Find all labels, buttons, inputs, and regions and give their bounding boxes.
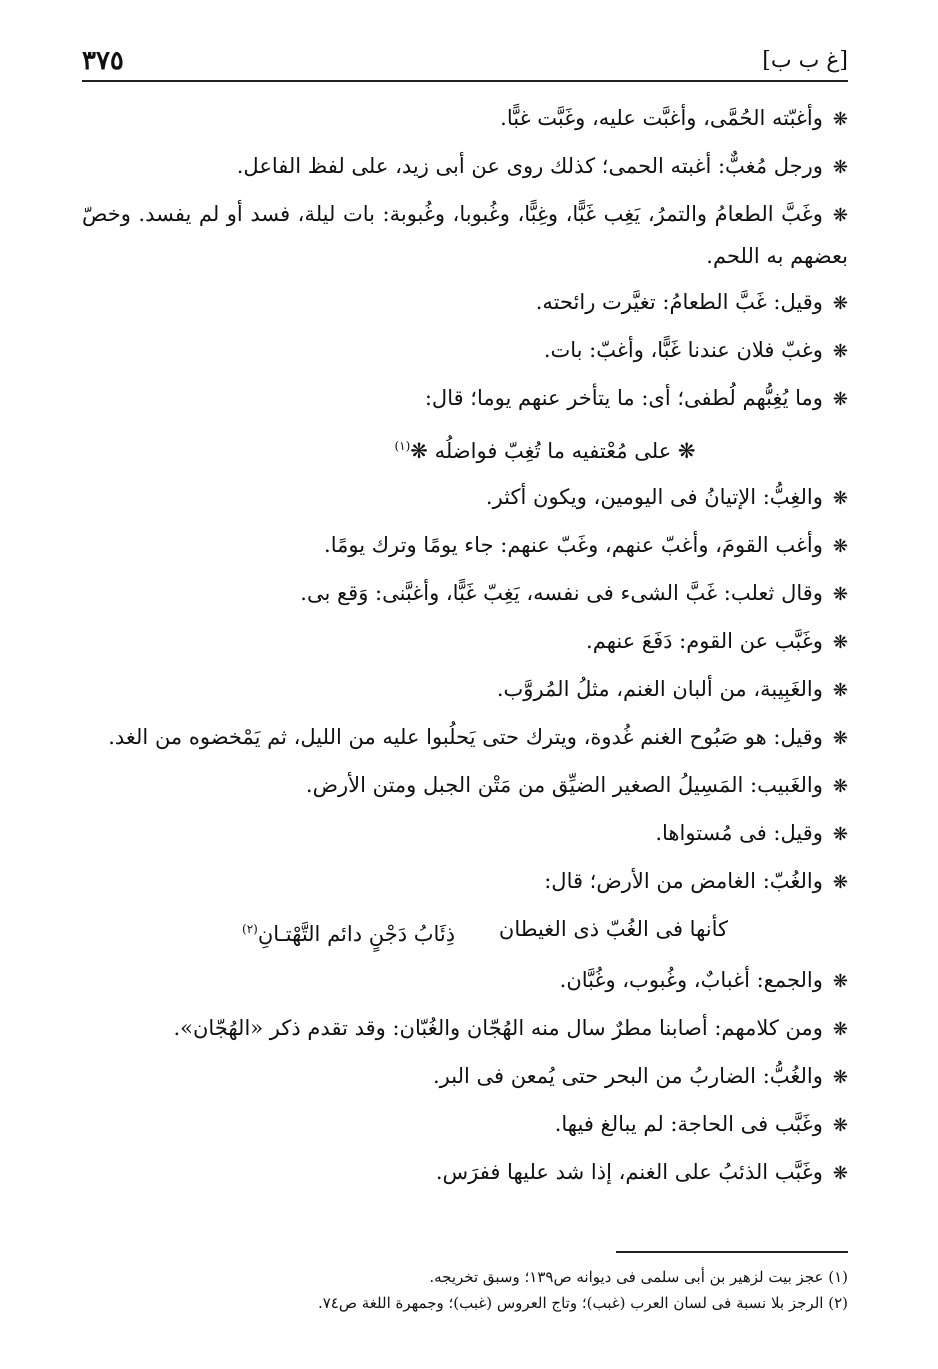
entry-text: وقيل: هو صَبُوح الغنم غُدوة، ويترك حتى يَحلُبوا عليه من الليل، ثم يَمْخضوه من الغد. — [108, 725, 823, 749]
entry-star-icon: ❋ — [832, 872, 848, 893]
entry-star-icon: ❋ — [832, 389, 848, 410]
entry-star-icon: ❋ — [832, 1163, 848, 1184]
verse-first-hemistich: كأنها فى الغُبّ ذى الغيطان — [498, 917, 728, 941]
entry-star-icon: ❋ — [832, 293, 848, 314]
dictionary-entries — [82, 98, 848, 1200]
entry-paragraph — [82, 765, 848, 807]
quote-text: على مُعْتفيه ما تُغِبّ فواضلُه — [434, 439, 672, 463]
entry-text: وغَبَّب الذئبُ على الغنم، إذا شد عليها ففرَس. — [435, 1160, 823, 1184]
entry-star-icon: ❋ — [832, 971, 848, 992]
section-label: [غ ب ب] — [762, 48, 848, 73]
entry-text: والغِبُّ: الإتيانُ فى اليومين، ويكون أكثر. — [485, 485, 823, 509]
entry-paragraph — [82, 378, 848, 420]
entry-text: وغَبَّب عن القوم: دَفَعَ عنهم. — [586, 629, 823, 653]
entry-star-icon: ❋ — [832, 109, 848, 130]
quote-star-icon: ❋ — [677, 439, 696, 463]
entry-paragraph — [82, 813, 848, 855]
verse-second-text: ذِئَابُ دَجْنٍ دائم التَّهْتـانِ — [257, 922, 456, 946]
entry-paragraph — [82, 861, 848, 903]
entry-star-icon: ❋ — [832, 680, 848, 701]
entry-paragraph — [82, 717, 848, 759]
entry-text: والغَبيب: المَسِيلُ الصغير الضيِّق من مَتْن الجبل ومتن الأرض. — [305, 773, 823, 797]
entry-star-icon: ❋ — [832, 584, 848, 605]
page-number: ٣٧٥ — [82, 46, 124, 76]
footnote-1: (١) عجز بيت لزهير بن أبى سلمى فى ديوانه ص١٣٩؛ وسبق تخريجه. — [429, 1268, 848, 1286]
quote-star-icon: ❋ — [410, 439, 428, 463]
entry-text: وقيل: غَبَّ الطعامُ: تغيَّرت رائحته. — [535, 290, 823, 314]
entry-paragraph — [82, 960, 848, 1002]
entry-star-icon: ❋ — [832, 1115, 848, 1136]
entry-star-icon: ❋ — [832, 205, 848, 226]
entry-text: وغَبَّب فى الحاجة: لم يبالغ فيها. — [554, 1112, 823, 1136]
entry-star-icon: ❋ — [832, 488, 848, 509]
entry-star-icon: ❋ — [832, 776, 848, 797]
footnote-ref: (١) — [394, 439, 411, 453]
entry-text: ومن كلامهم: أصابنا مطرٌ سال منه الهُجّان والغُبّان: وقد تقدم ذكر «الهُجّان». — [173, 1016, 823, 1040]
poetry-verse — [82, 909, 848, 954]
page-header — [82, 46, 848, 82]
entry-paragraph — [82, 1056, 848, 1098]
entry-text: وغَبَّ الطعامُ والتمرُ، يَغِب غَبًّا، وغِبًّا، وغُبوبا، وغُبوبة: بات ليلة، فسد أو لم يفسد. وخصّ بعضهم به اللحم. — [82, 202, 848, 268]
entry-paragraph — [82, 669, 848, 711]
entry-text: والغُبُّ: الضاربُ من البحر حتى يُمعن فى البر. — [432, 1064, 823, 1088]
footnote-ref: (٢) — [242, 922, 258, 936]
entry-star-icon: ❋ — [832, 536, 848, 557]
entry-text: والجمع: أغبابٌ، وغُبوب، وغُبَّان. — [559, 968, 823, 992]
footnote-divider — [616, 1251, 848, 1253]
entry-paragraph — [82, 1008, 848, 1050]
entry-paragraph — [82, 621, 848, 663]
footnote-2: (٢) الرجز بلا نسبة فى لسان العرب (غبب)؛ وتاج العروس (غبب)؛ وجمهرة اللغة ص٧٤. — [317, 1294, 848, 1312]
entry-star-icon: ❋ — [832, 728, 848, 749]
entry-text: وأغب القومَ، وأغبّ عنهم، وغَبّ عنهم: جاء يومًا وترك يومًا. — [324, 533, 823, 557]
entry-paragraph — [82, 146, 848, 188]
entry-text: والغُبّ: الغامض من الأرض؛ قال: — [544, 869, 823, 893]
entry-star-icon: ❋ — [832, 341, 848, 362]
entry-paragraph — [82, 573, 848, 615]
entry-paragraph — [82, 98, 848, 140]
entry-text: وأغبّته الحُمَّى، وأغبَّت عليه، وغَبَّت غبًّا. — [500, 106, 823, 130]
entry-text: وغبّ فلان عندنا غَبًّا، وأغبّ: بات. — [543, 338, 823, 362]
entry-paragraph — [82, 525, 848, 567]
entry-paragraph — [82, 330, 848, 372]
entry-paragraph — [82, 1152, 848, 1194]
entry-paragraph — [82, 194, 848, 276]
entry-text: وقال ثعلب: غَبَّ الشىء فى نفسه، يَغِبّ غَبًّا، وأغبَّنى: وَقع بى. — [300, 581, 823, 605]
entry-paragraph — [82, 1104, 848, 1146]
entry-star-icon: ❋ — [832, 632, 848, 653]
entry-star-icon: ❋ — [832, 157, 848, 178]
entry-paragraph — [82, 477, 848, 519]
entry-text: ورجل مُغبٌّ: أغبته الحمى؛ كذلك روى عن أبى زيد، على لفظ الفاعل. — [236, 154, 823, 178]
entry-star-icon: ❋ — [832, 1019, 848, 1040]
entry-text: والغَبِيبة، من ألبان الغنم، مثلُ المُروَّب. — [496, 677, 823, 701]
verse-second-hemistich — [242, 909, 455, 954]
entry-star-icon: ❋ — [832, 1067, 848, 1088]
footnotes — [82, 1264, 848, 1316]
entry-paragraph — [82, 282, 848, 324]
entry-text: وما يُغِبُّهم لُطفى؛ أى: ما يتأخر عنهم يوما؛ قال: — [424, 386, 823, 410]
entry-star-icon: ❋ — [832, 824, 848, 845]
poetry-quote — [82, 426, 848, 471]
entry-text: وقيل: فى مُستواها. — [655, 821, 823, 845]
